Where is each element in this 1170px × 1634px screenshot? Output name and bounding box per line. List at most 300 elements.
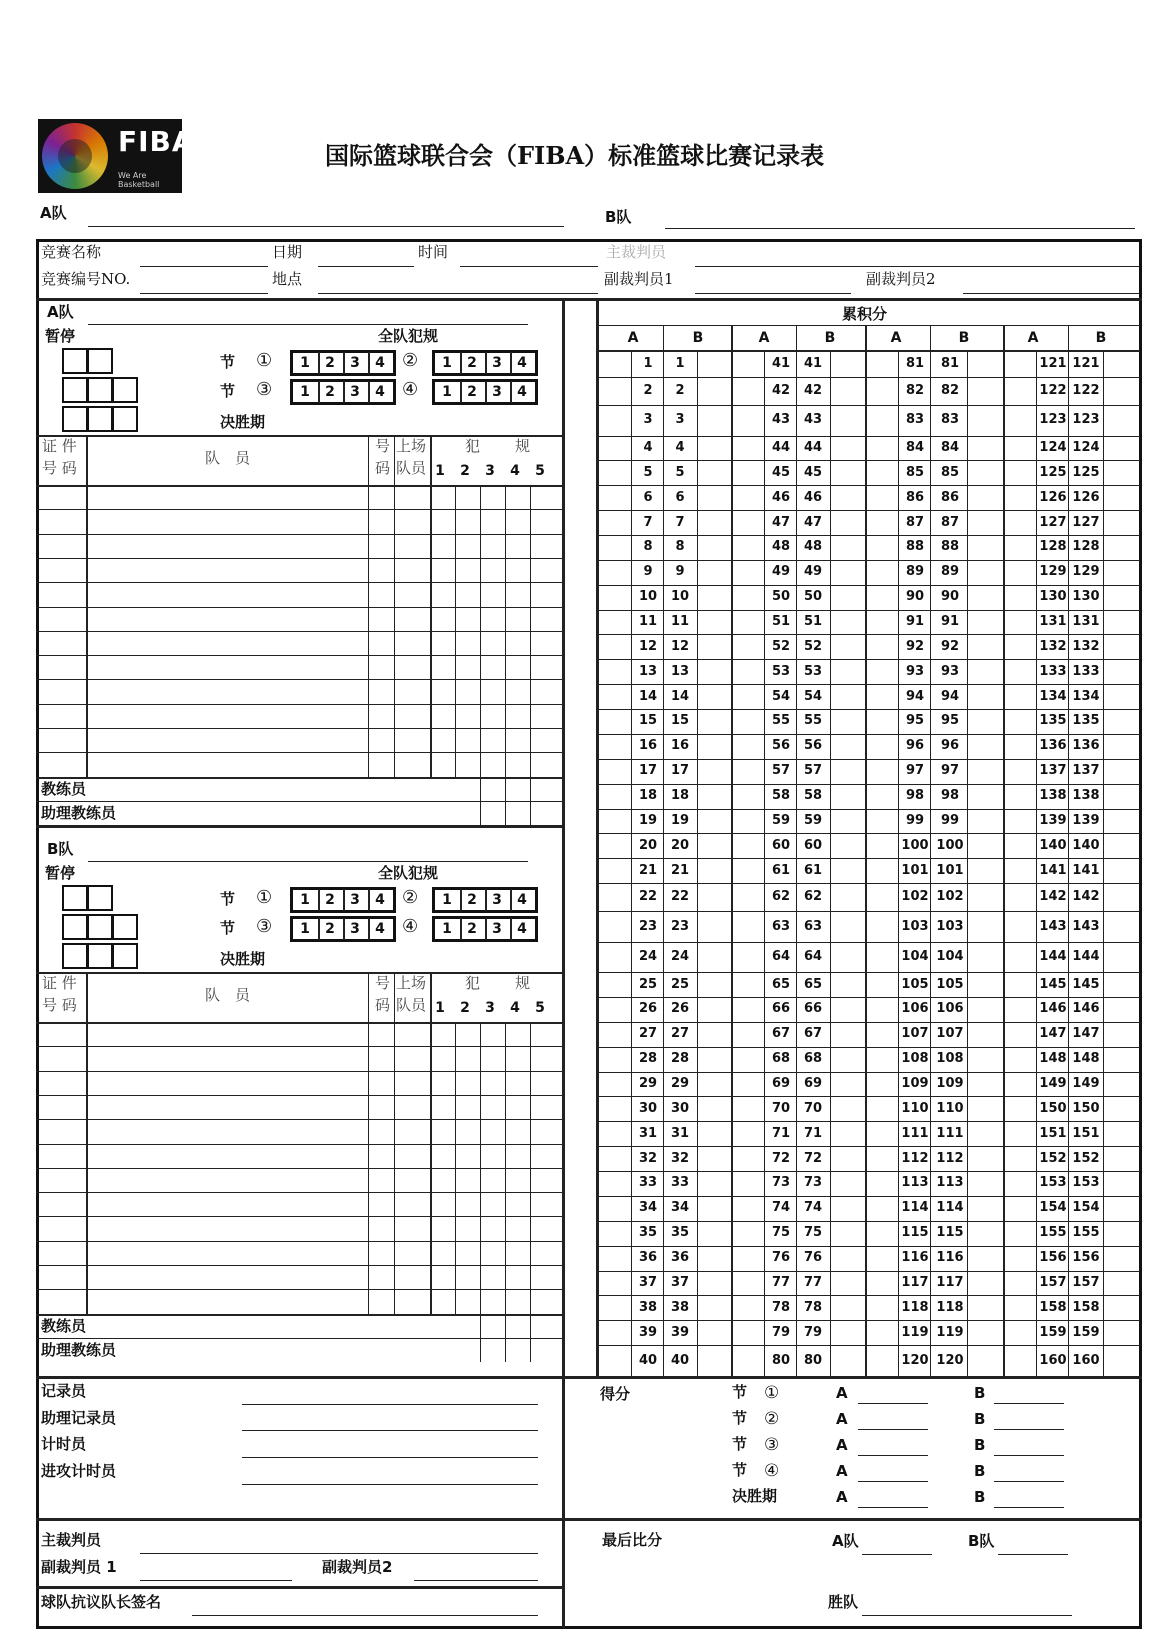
score-cell-b[interactable]: 85: [940, 464, 960, 480]
score-cell-b[interactable]: 32: [670, 1150, 690, 1166]
score-cell-a[interactable]: 147: [1039, 1026, 1067, 1042]
team-b-foul-box[interactable]: 3: [492, 921, 502, 937]
score-cell-b[interactable]: 102: [936, 889, 964, 905]
team-b-player-row[interactable]: [36, 1046, 563, 1047]
team-b-timeout-box[interactable]: [87, 885, 113, 911]
score-cell-a[interactable]: 26: [638, 1001, 658, 1017]
score-cell-a[interactable]: 64: [771, 948, 791, 964]
score-cell-a[interactable]: 90: [905, 589, 925, 605]
score-cell-a[interactable]: 82: [905, 383, 925, 399]
score-cell-b[interactable]: 117: [936, 1274, 964, 1290]
score-cell-b[interactable]: 57: [803, 763, 823, 779]
score-cell-b[interactable]: 129: [1072, 564, 1100, 580]
team-b-foul-box[interactable]: 4: [517, 921, 527, 937]
score-cell-a[interactable]: 112: [901, 1150, 929, 1166]
score-b-field[interactable]: [994, 1507, 1064, 1508]
score-cell-a[interactable]: 76: [771, 1250, 791, 1266]
score-cell-b[interactable]: 63: [803, 918, 823, 934]
score-cell-a[interactable]: 115: [901, 1225, 929, 1241]
team-b-foul-box[interactable]: 3: [350, 892, 360, 908]
score-b-field[interactable]: [994, 1481, 1064, 1482]
score-cell-a[interactable]: 58: [771, 788, 791, 804]
score-b-field[interactable]: [994, 1455, 1064, 1456]
score-cell-b[interactable]: 73: [803, 1175, 823, 1191]
team-b-foul-box[interactable]: 1: [300, 921, 310, 937]
final-umpire2-field[interactable]: [414, 1580, 538, 1581]
score-cell-a[interactable]: 137: [1039, 763, 1067, 779]
score-cell-a[interactable]: 21: [638, 862, 658, 878]
score-cell-a[interactable]: 27: [638, 1026, 658, 1042]
team-b-timeout-box[interactable]: [62, 943, 88, 969]
score-cell-b[interactable]: 28: [670, 1051, 690, 1067]
score-cell-a[interactable]: 107: [901, 1026, 929, 1042]
score-cell-a[interactable]: 10: [638, 589, 658, 605]
team-b-foul-box[interactable]: 1: [300, 892, 310, 908]
score-cell-b[interactable]: 154: [1072, 1200, 1100, 1216]
score-cell-b[interactable]: 9: [675, 564, 685, 580]
captain-sig-field[interactable]: [192, 1615, 538, 1616]
team-b-player-row[interactable]: [36, 1119, 563, 1120]
team-a-foul-box[interactable]: 4: [375, 384, 385, 400]
score-cell-b[interactable]: 6: [675, 489, 685, 505]
score-cell-a[interactable]: 136: [1039, 738, 1067, 754]
score-cell-b[interactable]: 152: [1072, 1150, 1100, 1166]
score-cell-b[interactable]: 81: [940, 356, 960, 372]
score-cell-a[interactable]: 96: [905, 738, 925, 754]
score-cell-a[interactable]: 104: [901, 948, 929, 964]
score-cell-b[interactable]: 99: [940, 812, 960, 828]
score-cell-b[interactable]: 148: [1072, 1051, 1100, 1067]
score-cell-a[interactable]: 139: [1039, 812, 1067, 828]
score-cell-b[interactable]: 14: [670, 688, 690, 704]
score-cell-a[interactable]: 151: [1039, 1125, 1067, 1141]
score-cell-a[interactable]: 98: [905, 788, 925, 804]
score-cell-a[interactable]: 30: [638, 1100, 658, 1116]
score-cell-b[interactable]: 39: [670, 1324, 690, 1340]
team-b-foul-box[interactable]: 1: [442, 921, 452, 937]
score-cell-b[interactable]: 4: [675, 439, 685, 455]
score-cell-b[interactable]: 111: [936, 1125, 964, 1141]
score-cell-a[interactable]: 94: [905, 688, 925, 704]
score-cell-b[interactable]: 38: [670, 1299, 690, 1315]
score-cell-a[interactable]: 105: [901, 976, 929, 992]
score-cell-b[interactable]: 153: [1072, 1175, 1100, 1191]
score-cell-a[interactable]: 95: [905, 713, 925, 729]
team-a-foul-box[interactable]: 3: [492, 384, 502, 400]
team-a-player-row[interactable]: [36, 607, 563, 608]
venue-field[interactable]: [318, 293, 598, 294]
team-a-foul-box[interactable]: 4: [517, 384, 527, 400]
score-cell-a[interactable]: 17: [638, 763, 658, 779]
team-a-timeout-box[interactable]: [87, 406, 113, 432]
score-cell-b[interactable]: 90: [940, 589, 960, 605]
score-a-field[interactable]: [858, 1455, 928, 1456]
score-cell-a[interactable]: 72: [771, 1150, 791, 1166]
score-cell-a[interactable]: 119: [901, 1324, 929, 1340]
score-cell-a[interactable]: 3: [643, 412, 653, 428]
score-cell-a[interactable]: 22: [638, 889, 658, 905]
score-cell-a[interactable]: 110: [901, 1100, 929, 1116]
score-cell-b[interactable]: 72: [803, 1150, 823, 1166]
team-b-timeout-box[interactable]: [87, 914, 113, 940]
score-cell-b[interactable]: 118: [936, 1299, 964, 1315]
team-b-timeout-box[interactable]: [112, 943, 138, 969]
score-cell-b[interactable]: 27: [670, 1026, 690, 1042]
score-cell-a[interactable]: 45: [771, 464, 791, 480]
team-b-foul-box[interactable]: 2: [325, 921, 335, 937]
score-cell-b[interactable]: 105: [936, 976, 964, 992]
score-cell-a[interactable]: 37: [638, 1274, 658, 1290]
team-b-foul-box[interactable]: 2: [467, 921, 477, 937]
team-a-foul-box[interactable]: 2: [467, 384, 477, 400]
score-cell-b[interactable]: 84: [940, 439, 960, 455]
score-cell-b[interactable]: 120: [936, 1352, 964, 1368]
score-cell-a[interactable]: 89: [905, 564, 925, 580]
team-b-foul-box[interactable]: 4: [375, 921, 385, 937]
score-cell-a[interactable]: 18: [638, 788, 658, 804]
score-cell-b[interactable]: 146: [1072, 1001, 1100, 1017]
score-cell-a[interactable]: 34: [638, 1200, 658, 1216]
score-cell-a[interactable]: 111: [901, 1125, 929, 1141]
score-a-field[interactable]: [858, 1429, 928, 1430]
score-cell-a[interactable]: 123: [1039, 412, 1067, 428]
score-cell-b[interactable]: 92: [940, 638, 960, 654]
score-cell-a[interactable]: 113: [901, 1175, 929, 1191]
score-cell-b[interactable]: 8: [675, 539, 685, 555]
score-cell-b[interactable]: 80: [803, 1352, 823, 1368]
score-cell-b[interactable]: 149: [1072, 1076, 1100, 1091]
score-cell-a[interactable]: 132: [1039, 638, 1067, 654]
score-cell-a[interactable]: 24: [638, 948, 658, 964]
score-cell-b[interactable]: 121: [1072, 356, 1100, 372]
team-b-foul-box[interactable]: 2: [467, 892, 477, 908]
score-cell-b[interactable]: 124: [1072, 439, 1100, 455]
score-cell-b[interactable]: 44: [803, 439, 823, 455]
score-cell-b[interactable]: 127: [1072, 514, 1100, 530]
score-cell-b[interactable]: 5: [675, 464, 685, 480]
score-cell-a[interactable]: 51: [771, 614, 791, 630]
score-cell-b[interactable]: 138: [1072, 788, 1100, 804]
score-cell-b[interactable]: 86: [940, 489, 960, 505]
score-cell-a[interactable]: 133: [1039, 663, 1067, 679]
score-cell-b[interactable]: 135: [1072, 713, 1100, 729]
team-a-player-row[interactable]: [36, 704, 563, 705]
team-a-foul-box[interactable]: 1: [300, 355, 310, 371]
score-cell-b[interactable]: 18: [670, 788, 690, 804]
score-cell-b[interactable]: 144: [1072, 948, 1100, 964]
score-cell-a[interactable]: 50: [771, 589, 791, 605]
score-cell-a[interactable]: 108: [901, 1051, 929, 1067]
score-cell-a[interactable]: 32: [638, 1150, 658, 1166]
score-cell-b[interactable]: 22: [670, 889, 690, 905]
score-cell-b[interactable]: 16: [670, 738, 690, 754]
score-cell-b[interactable]: 59: [803, 812, 823, 828]
score-cell-b[interactable]: 151: [1072, 1125, 1100, 1141]
score-a-field[interactable]: [858, 1403, 928, 1404]
score-cell-a[interactable]: 88: [905, 539, 925, 555]
score-cell-b[interactable]: 24: [670, 948, 690, 964]
score-cell-a[interactable]: 103: [901, 918, 929, 934]
shot-clock-field[interactable]: [242, 1484, 538, 1485]
score-cell-b[interactable]: 49: [803, 564, 823, 580]
score-cell-b[interactable]: 159: [1072, 1324, 1100, 1340]
team-a-player-row[interactable]: [36, 655, 563, 656]
score-cell-b[interactable]: 106: [936, 1001, 964, 1017]
score-cell-a[interactable]: 125: [1039, 464, 1067, 480]
score-cell-a[interactable]: 84: [905, 439, 925, 455]
score-cell-a[interactable]: 15: [638, 713, 658, 729]
score-cell-a[interactable]: 101: [901, 862, 929, 878]
score-cell-a[interactable]: 141: [1039, 862, 1067, 878]
score-cell-a[interactable]: 143: [1039, 918, 1067, 934]
team-a-timeout-box[interactable]: [62, 377, 88, 403]
score-cell-b[interactable]: 115: [936, 1225, 964, 1241]
score-cell-a[interactable]: 69: [771, 1076, 791, 1091]
score-cell-a[interactable]: 29: [638, 1076, 658, 1091]
team-b-player-row[interactable]: [36, 1095, 563, 1096]
score-cell-a[interactable]: 46: [771, 489, 791, 505]
score-cell-b[interactable]: 136: [1072, 738, 1100, 754]
score-cell-b[interactable]: 62: [803, 889, 823, 905]
score-cell-b[interactable]: 43: [803, 412, 823, 428]
team-b-player-row[interactable]: [36, 1192, 563, 1193]
score-cell-b[interactable]: 109: [936, 1076, 964, 1091]
score-cell-b[interactable]: 96: [940, 738, 960, 754]
score-cell-b[interactable]: 134: [1072, 688, 1100, 704]
score-cell-a[interactable]: 86: [905, 489, 925, 505]
score-a-field[interactable]: [858, 1481, 928, 1482]
score-cell-a[interactable]: 8: [643, 539, 653, 555]
team-a-foul-box[interactable]: 3: [492, 355, 502, 371]
score-cell-b[interactable]: 141: [1072, 862, 1100, 878]
score-cell-a[interactable]: 63: [771, 918, 791, 934]
team-b-player-row[interactable]: [36, 1071, 563, 1072]
team-b-player-row[interactable]: [36, 1265, 563, 1266]
score-cell-a[interactable]: 4: [643, 439, 653, 455]
score-cell-a[interactable]: 116: [901, 1250, 929, 1266]
team-b-player-row[interactable]: [36, 1168, 563, 1169]
score-cell-b[interactable]: 100: [936, 837, 964, 853]
team-a-timeout-box[interactable]: [87, 348, 113, 374]
score-cell-a[interactable]: 128: [1039, 539, 1067, 555]
score-cell-a[interactable]: 11: [638, 614, 658, 630]
team-b-coach-row[interactable]: [36, 1338, 563, 1339]
score-cell-b[interactable]: 46: [803, 489, 823, 505]
score-cell-b[interactable]: 116: [936, 1250, 964, 1266]
score-cell-a[interactable]: 149: [1039, 1076, 1067, 1091]
team-b-foul-box[interactable]: 2: [325, 892, 335, 908]
team-a-name-line[interactable]: [88, 226, 564, 227]
score-cell-b[interactable]: 75: [803, 1225, 823, 1241]
score-cell-b[interactable]: 21: [670, 862, 690, 878]
score-cell-a[interactable]: 49: [771, 564, 791, 580]
score-cell-a[interactable]: 93: [905, 663, 925, 679]
team-b-foul-box[interactable]: 3: [492, 892, 502, 908]
asst-scorer-field[interactable]: [242, 1430, 538, 1431]
team-b-player-row[interactable]: [36, 1144, 563, 1145]
score-cell-a[interactable]: 79: [771, 1324, 791, 1340]
score-cell-a[interactable]: 71: [771, 1125, 791, 1141]
team-b-foul-box[interactable]: 1: [442, 892, 452, 908]
umpire1-field[interactable]: [695, 293, 851, 294]
score-cell-a[interactable]: 150: [1039, 1100, 1067, 1116]
score-cell-a[interactable]: 47: [771, 514, 791, 530]
team-a-player-row[interactable]: [36, 509, 563, 510]
team-a-timeout-box[interactable]: [62, 348, 88, 374]
team-a-foul-box[interactable]: 1: [442, 355, 452, 371]
team-b-player-row[interactable]: [36, 1216, 563, 1217]
score-cell-b[interactable]: 87: [940, 514, 960, 530]
score-cell-a[interactable]: 130: [1039, 589, 1067, 605]
score-cell-a[interactable]: 44: [771, 439, 791, 455]
score-cell-a[interactable]: 41: [771, 356, 791, 372]
score-cell-b[interactable]: 7: [675, 514, 685, 530]
score-cell-b[interactable]: 19: [670, 812, 690, 828]
score-cell-b[interactable]: 45: [803, 464, 823, 480]
score-cell-b[interactable]: 131: [1072, 614, 1100, 630]
score-cell-a[interactable]: 38: [638, 1299, 658, 1315]
score-cell-b[interactable]: 123: [1072, 412, 1100, 428]
score-cell-a[interactable]: 12: [638, 638, 658, 654]
score-cell-a[interactable]: 80: [771, 1352, 791, 1368]
score-cell-b[interactable]: 110: [936, 1100, 964, 1116]
score-cell-b[interactable]: 157: [1072, 1274, 1100, 1290]
score-cell-a[interactable]: 2: [643, 383, 653, 399]
score-cell-a[interactable]: 40: [638, 1352, 658, 1368]
score-cell-a[interactable]: 91: [905, 614, 925, 630]
score-cell-a[interactable]: 134: [1039, 688, 1067, 704]
score-cell-a[interactable]: 48: [771, 539, 791, 555]
timekeeper-field[interactable]: [242, 1457, 538, 1458]
score-cell-b[interactable]: 40: [670, 1352, 690, 1368]
score-cell-a[interactable]: 14: [638, 688, 658, 704]
score-cell-a[interactable]: 53: [771, 663, 791, 679]
score-cell-b[interactable]: 65: [803, 976, 823, 992]
score-cell-b[interactable]: 137: [1072, 763, 1100, 779]
score-cell-b[interactable]: 34: [670, 1200, 690, 1216]
score-cell-b[interactable]: 88: [940, 539, 960, 555]
score-cell-a[interactable]: 68: [771, 1051, 791, 1067]
score-cell-b[interactable]: 133: [1072, 663, 1100, 679]
score-cell-b[interactable]: 126: [1072, 489, 1100, 505]
score-cell-a[interactable]: 62: [771, 889, 791, 905]
team-b-foul-box[interactable]: 4: [375, 892, 385, 908]
score-cell-a[interactable]: 60: [771, 837, 791, 853]
score-cell-a[interactable]: 74: [771, 1200, 791, 1216]
team-b-timeout-box[interactable]: [62, 885, 88, 911]
score-cell-a[interactable]: 126: [1039, 489, 1067, 505]
score-cell-a[interactable]: 120: [901, 1352, 929, 1368]
score-cell-b[interactable]: 82: [940, 383, 960, 399]
score-cell-b[interactable]: 64: [803, 948, 823, 964]
score-cell-a[interactable]: 28: [638, 1051, 658, 1067]
score-cell-a[interactable]: 9: [643, 564, 653, 580]
score-cell-b[interactable]: 76: [803, 1250, 823, 1266]
score-cell-b[interactable]: 30: [670, 1100, 690, 1116]
score-cell-a[interactable]: 118: [901, 1299, 929, 1315]
score-cell-b[interactable]: 66: [803, 1001, 823, 1017]
score-cell-b[interactable]: 156: [1072, 1250, 1100, 1266]
score-cell-b[interactable]: 3: [675, 412, 685, 428]
score-cell-a[interactable]: 13: [638, 663, 658, 679]
score-cell-a[interactable]: 100: [901, 837, 929, 853]
score-cell-a[interactable]: 155: [1039, 1225, 1067, 1241]
final-referee-field[interactable]: [140, 1553, 538, 1554]
score-cell-b[interactable]: 37: [670, 1274, 690, 1290]
score-cell-b[interactable]: 130: [1072, 589, 1100, 605]
score-cell-b[interactable]: 2: [675, 383, 685, 399]
score-cell-a[interactable]: 160: [1039, 1352, 1067, 1368]
winner-field[interactable]: [862, 1615, 1072, 1616]
score-cell-a[interactable]: 65: [771, 976, 791, 992]
score-b-field[interactable]: [994, 1403, 1064, 1404]
team-b-timeout-box[interactable]: [112, 914, 138, 940]
team-b-player-row[interactable]: [36, 1241, 563, 1242]
score-cell-b[interactable]: 60: [803, 837, 823, 853]
score-cell-b[interactable]: 78: [803, 1299, 823, 1315]
score-cell-b[interactable]: 94: [940, 688, 960, 704]
score-cell-a[interactable]: 144: [1039, 948, 1067, 964]
final-team-b-field[interactable]: [998, 1554, 1068, 1555]
score-cell-b[interactable]: 74: [803, 1200, 823, 1216]
score-cell-b[interactable]: 145: [1072, 976, 1100, 992]
score-cell-b[interactable]: 128: [1072, 539, 1100, 555]
score-cell-b[interactable]: 160: [1072, 1352, 1100, 1368]
score-cell-a[interactable]: 1: [643, 356, 653, 372]
score-cell-b[interactable]: 61: [803, 862, 823, 878]
score-cell-b[interactable]: 25: [670, 976, 690, 992]
score-cell-a[interactable]: 81: [905, 356, 925, 372]
score-cell-a[interactable]: 148: [1039, 1051, 1067, 1067]
team-b-timeout-box[interactable]: [62, 914, 88, 940]
score-cell-b[interactable]: 31: [670, 1125, 690, 1141]
scorer-field[interactable]: [242, 1404, 538, 1405]
team-a-player-row[interactable]: [36, 534, 563, 535]
score-cell-a[interactable]: 55: [771, 713, 791, 729]
score-cell-a[interactable]: 6: [643, 489, 653, 505]
score-cell-b[interactable]: 47: [803, 514, 823, 530]
score-cell-b[interactable]: 150: [1072, 1100, 1100, 1116]
score-cell-b[interactable]: 140: [1072, 837, 1100, 853]
score-cell-a[interactable]: 140: [1039, 837, 1067, 853]
score-cell-b[interactable]: 91: [940, 614, 960, 630]
score-cell-a[interactable]: 39: [638, 1324, 658, 1340]
score-cell-b[interactable]: 53: [803, 663, 823, 679]
team-a-coach-row[interactable]: [36, 801, 563, 802]
team-b-name-line[interactable]: [665, 228, 1135, 229]
score-cell-b[interactable]: 89: [940, 564, 960, 580]
score-cell-a[interactable]: 152: [1039, 1150, 1067, 1166]
score-cell-b[interactable]: 13: [670, 663, 690, 679]
score-cell-a[interactable]: 85: [905, 464, 925, 480]
score-cell-a[interactable]: 66: [771, 1001, 791, 1017]
score-cell-b[interactable]: 132: [1072, 638, 1100, 654]
score-cell-b[interactable]: 68: [803, 1051, 823, 1067]
team-a-player-row[interactable]: [36, 752, 563, 753]
score-cell-a[interactable]: 99: [905, 812, 925, 828]
score-cell-b[interactable]: 26: [670, 1001, 690, 1017]
score-cell-a[interactable]: 158: [1039, 1299, 1067, 1315]
score-cell-b[interactable]: 56: [803, 738, 823, 754]
score-cell-b[interactable]: 98: [940, 788, 960, 804]
score-cell-a[interactable]: 159: [1039, 1324, 1067, 1340]
score-cell-a[interactable]: 154: [1039, 1200, 1067, 1216]
score-cell-b[interactable]: 48: [803, 539, 823, 555]
score-cell-a[interactable]: 145: [1039, 976, 1067, 992]
score-cell-a[interactable]: 142: [1039, 889, 1067, 905]
score-cell-a[interactable]: 83: [905, 412, 925, 428]
team-a-foul-box[interactable]: 4: [517, 355, 527, 371]
